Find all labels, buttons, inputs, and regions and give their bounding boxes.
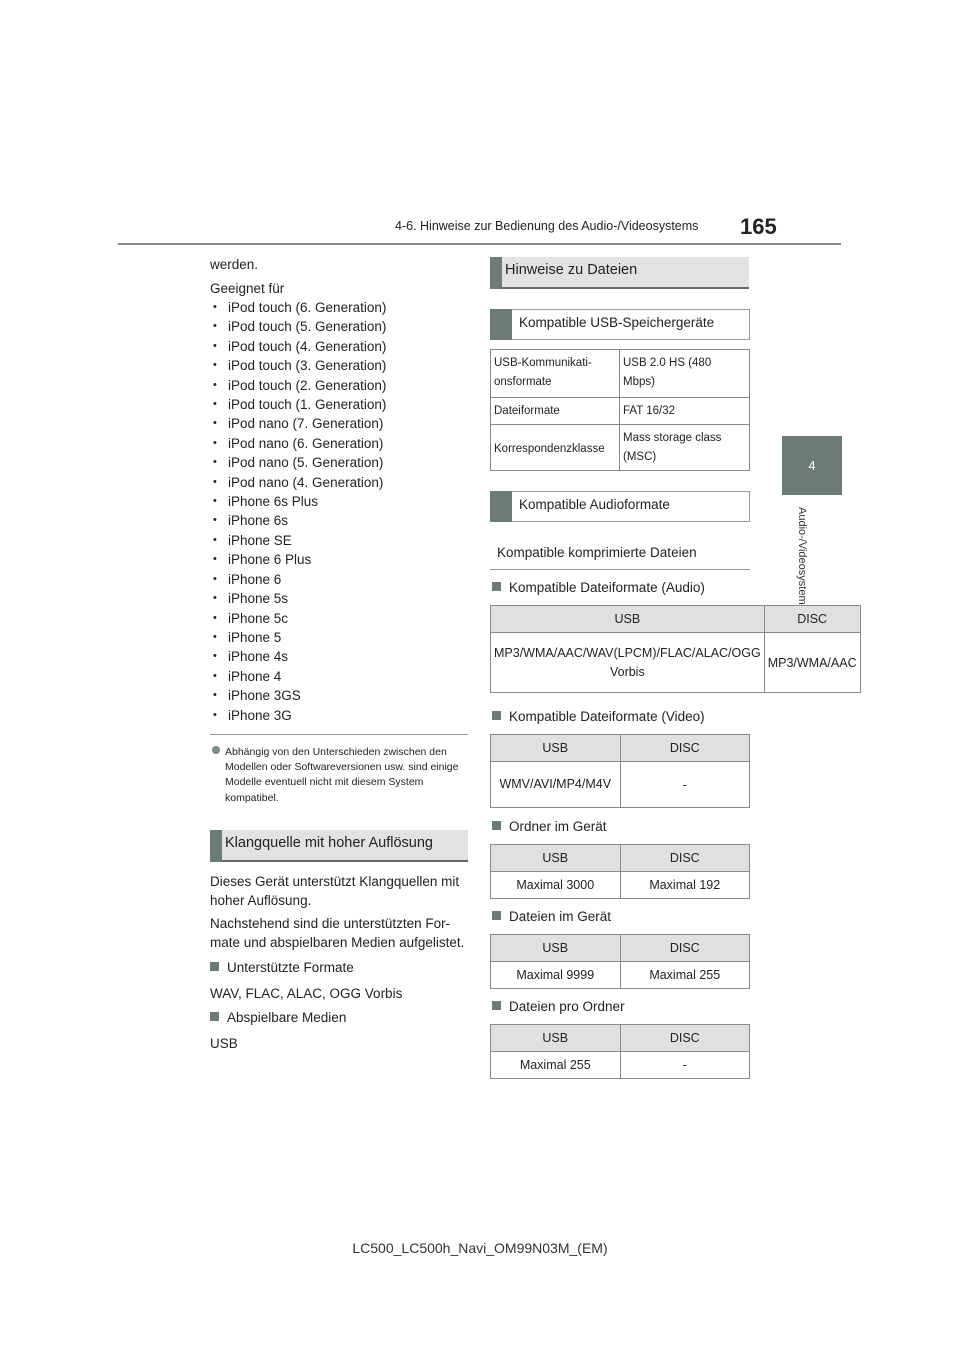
col-disc: DISC [620,845,750,872]
audio-formats-header [490,491,750,522]
list-item: • iPhone 6s [211,511,461,530]
square-bullet-icon [492,711,501,720]
files-disc-value: Maximal 255 [620,962,750,989]
video-disc-value: - [620,762,750,808]
audio-formats-table [490,605,861,693]
files-per-folder-usb-value: Maximal 255 [491,1052,621,1079]
formats-header [210,960,354,975]
list-item: • iPhone 6s Plus [211,492,461,511]
list-item: • iPod nano (5. Generation) [211,453,461,472]
files-usb-value: Maximal 9999 [491,962,621,989]
folders-usb-value: Maximal 3000 [491,872,621,899]
spec-value: Mass storage class (MSC) [620,425,750,471]
table-row [491,398,750,425]
list-item: • iPod touch (6. Generation) [211,298,461,317]
note-text: Abhängig von den Unterschieden zwischen den Modellen oder Softwareversionen usw. sind einige Modelle eventuell nicht mit diesem System kompatibel. [225,746,459,804]
files-per-folder-header [492,999,625,1014]
list-item: • iPod touch (4. Generation) [211,337,461,356]
files-header [492,909,611,924]
list-item: • iPhone 5s [211,589,461,608]
header-divider [118,243,841,245]
video-formats-table [490,734,750,808]
usb-devices-header [490,309,750,340]
list-item: • iPod touch (1. Generation) [211,395,461,414]
media-title: Abspielbare Medien [227,1010,347,1025]
col-usb: USB [491,735,621,762]
files-title: Dateien im Gerät [509,909,612,924]
chapter-tab: 4 [782,436,842,495]
square-bullet-icon [492,1001,501,1010]
folders-table [490,844,750,899]
spec-value: USB 2.0 HS (480 Mbps) [620,350,750,398]
video-file-formats-title: Kompatible Dateiformate (Video) [509,709,705,724]
spec-value: FAT 16/32 [620,398,750,425]
files-section-header [490,257,749,289]
list-item: • iPhone 4 [211,667,461,686]
spec-key: USB-Kommunikati-onsformate [491,350,620,398]
page-number: 165 [740,214,777,239]
audio-usb-value: MP3/WMA/AAC/WAV(LPCM)/FLAC/ALAC/OGG Vorbis [491,633,765,693]
chapter-label-text: Audio-/Videosystem [796,507,808,605]
media-value: USB [210,1036,238,1051]
folders-disc-value: Maximal 192 [620,872,750,899]
video-usb-value: WMV/AVI/MP4/M4V [491,762,621,808]
chapter-section-title: 4-6. Hinweise zur Bedienung des Audio-/Videosystems [395,219,699,233]
square-bullet-icon [210,962,219,971]
subsection-accent-bar [490,309,512,340]
list-item: • iPod nano (4. Generation) [211,473,461,492]
list-item: • iPod nano (6. Generation) [211,434,461,453]
list-item: • iPhone SE [211,531,461,550]
usb-devices-title: Kompatible USB-Speichergeräte [519,315,715,330]
formats-value: WAV, FLAC, ALAC, OGG Vorbis [210,986,403,1001]
list-item: • iPhone 5c [211,609,461,628]
hires-paragraph-1: Dieses Gerät unterstützt Klangquellen mit hoher Auflösung. [210,874,460,909]
col-disc: DISC [620,735,750,762]
col-usb: USB [491,606,765,633]
compatibility-note [225,745,470,806]
col-usb: USB [491,1025,621,1052]
list-item: • iPhone 6 Plus [211,550,461,569]
folders-header [492,819,607,834]
hires-paragraph-2: Nachstehend sind die unterstützten For-mate und abspielbaren Medien aufgelistet. [210,916,465,951]
audio-formats-title: Kompatible Audioformate [519,497,670,512]
hires-section-header [210,830,468,862]
files-section-title: Hinweise zu Dateien [505,262,638,278]
compressed-files-title: Kompatible komprimierte Dateien [497,545,697,560]
audio-disc-value: MP3/WMA/AAC [764,633,860,693]
folders-title: Ordner im Gerät [509,819,607,834]
list-item: • iPod nano (7. Generation) [211,414,461,433]
spec-key: Korrespondenzklasse [491,425,620,471]
files-table [490,934,750,989]
col-usb: USB [491,845,621,872]
list-item: • iPod touch (3. Generation) [211,356,461,375]
section-accent-bar [210,830,222,862]
square-bullet-icon [492,582,501,591]
files-per-folder-disc-value: - [620,1052,750,1079]
audio-file-formats-title: Kompatible Dateiformate (Audio) [509,580,705,595]
audio-file-formats-header [492,580,705,595]
section-accent-bar [490,257,502,289]
formats-title: Unterstützte Formate [227,960,354,975]
table-row [491,350,750,398]
list-item: • iPod touch (2. Generation) [211,376,461,395]
hires-section-title: Klangquelle mit hoher Auflösung [225,835,433,851]
col-disc: DISC [620,935,750,962]
intro-text: werden. [210,257,259,272]
list-item: • iPhone 4s [211,647,461,666]
col-disc: DISC [620,1025,750,1052]
table-row [491,425,750,471]
spec-key: Dateiformate [491,398,620,425]
document-footer: LC500_LC500h_Navi_OM99N03M_(EM) [352,1240,608,1256]
col-usb: USB [491,935,621,962]
subsection-accent-bar [490,491,512,522]
usb-spec-table [490,349,750,471]
list-item: • iPhone 5 [211,628,461,647]
list-item: • iPhone 3GS [211,686,461,705]
list-item: • iPhone 6 [211,570,461,589]
list-item: • iPod touch (5. Generation) [211,317,461,336]
device-list [211,298,461,725]
col-disc: DISC [764,606,860,633]
note-divider [210,734,468,735]
media-header [210,1010,346,1025]
files-per-folder-title: Dateien pro Ordner [509,999,625,1014]
video-file-formats-header [492,709,705,724]
compressed-files-header [490,536,750,570]
note-bullet-icon [212,746,220,754]
files-per-folder-table [490,1024,750,1079]
suitable-label: Geeignet für [210,281,285,296]
square-bullet-icon [492,821,501,830]
square-bullet-icon [492,911,501,920]
square-bullet-icon [210,1012,219,1021]
list-item: • iPhone 3G [211,706,461,725]
